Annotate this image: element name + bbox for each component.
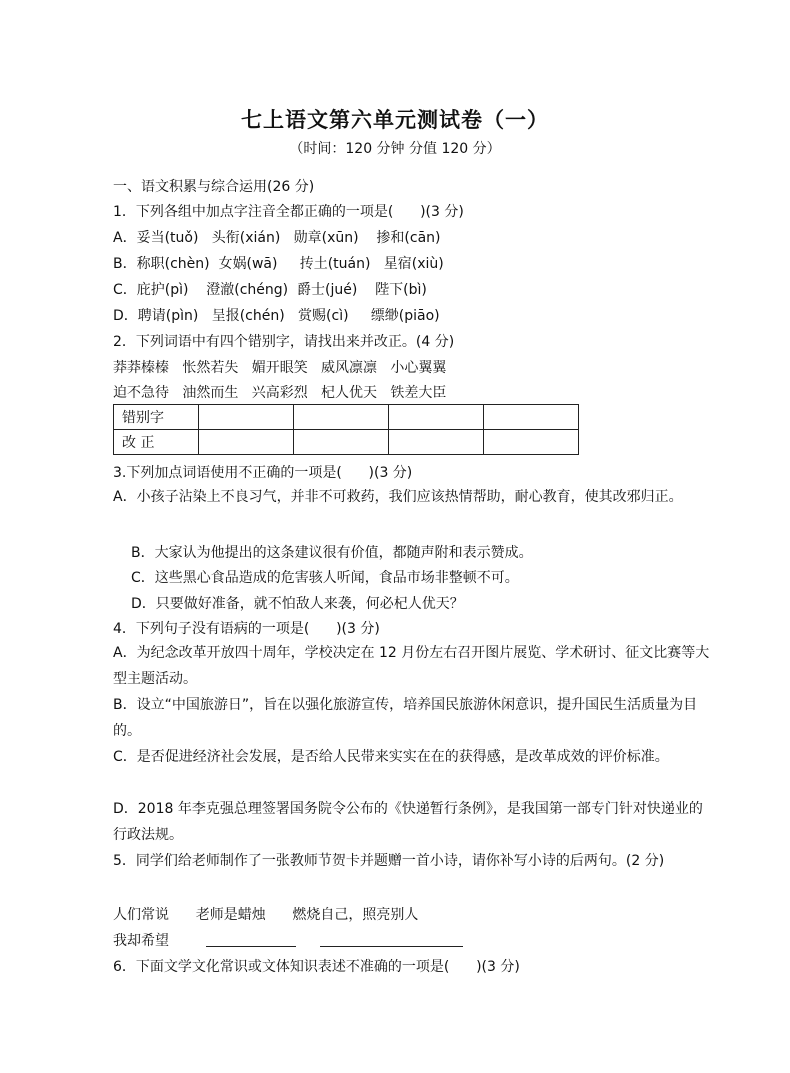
answer-cell[interactable] bbox=[199, 430, 294, 455]
question-5-stem: 5．同学们给老师制作了一张教师节贺卡并题赠一首小诗，请你补写小诗的后两句。(2 分) bbox=[113, 853, 665, 869]
question-2-words-row-1: 莽莽榛榛 怅然若失 媚开眼笑 威风凛凛 小心翼翼 bbox=[113, 360, 447, 376]
question-1-option-c: C．庇护(pì) 澄澈(chéng) 爵士(jué) 陛下(bì) bbox=[113, 282, 427, 298]
question-4-option-d: D．2018 年李克强总理签署国务院令公布的《快递暂行条例》，是我国第一部专门针对快递业的行政法规。 bbox=[113, 801, 703, 843]
answer-cell[interactable] bbox=[294, 430, 389, 455]
wrong-char-label: 错别字 bbox=[114, 405, 199, 430]
question-3-option-a: A．小孩子沾染上不良习气，并非不可救药，我们应该热情帮助，耐心教育，使其改邪归正。 bbox=[113, 489, 683, 505]
question-4-stem: 4．下列句子没有语病的一项是( )(3 分) bbox=[113, 621, 380, 637]
answer-cell[interactable] bbox=[484, 405, 579, 430]
poem-line-1: 人们常说 老师是蜡烛 燃烧自己，照亮别人 bbox=[113, 907, 419, 923]
question-1-option-b: B．称职(chèn) 女娲(wā) 抟土(tuán) 星宿(xiù) bbox=[113, 256, 444, 272]
question-3-option-b: B．大家认为他提出的这条建议很有价值，都随声附和表示赞成。 bbox=[131, 545, 533, 561]
correction-table-row bbox=[114, 430, 579, 455]
answer-cell[interactable] bbox=[294, 405, 389, 430]
question-6-stem: 6．下面文学文化常识或文体知识表述不准确的一项是( )(3 分) bbox=[113, 959, 520, 975]
exam-time-and-score: （时间：120 分钟 分值 120 分） bbox=[289, 141, 501, 157]
question-2-stem: 2．下列词语中有四个错别字，请找出来并改正。(4 分) bbox=[113, 334, 455, 350]
poem-answer-blank-2[interactable] bbox=[320, 946, 463, 947]
poem-line-2: 我却希望 bbox=[113, 933, 169, 949]
question-3-stem: 3.下列加点词语使用不正确的一项是( )(3 分) bbox=[113, 465, 413, 481]
answer-cell[interactable] bbox=[199, 405, 294, 430]
question-4-option-b: B．设立“中国旅游日”，旨在以强化旅游宣传，培养国民旅游休闲意识，提升国民生活质量为目的。 bbox=[113, 697, 698, 739]
correction-label: 改 正 bbox=[114, 430, 199, 455]
correction-table bbox=[113, 404, 579, 455]
question-1-stem: 1．下列各组中加点字注音全都正确的一项是( )(3 分) bbox=[113, 204, 464, 220]
question-4-option-a: A．为纪念改革开放四十周年，学校决定在 12 月份左右召开图片展览、学术研讨、征文比赛等大型主题活动。 bbox=[113, 645, 710, 687]
question-1-option-d: D．聘请(pìn) 呈报(chén) 赏赐(cì) 缥缈(piāo) bbox=[113, 308, 440, 324]
correction-table-row bbox=[114, 405, 579, 430]
section-heading: 一、语文积累与综合运用(26 分) bbox=[113, 179, 315, 195]
question-3-option-d: D．只要做好准备，就不怕敌人来袭，何必杞人优天？ bbox=[131, 596, 464, 612]
poem-answer-blank-1[interactable] bbox=[206, 946, 296, 947]
question-1-option-a: A．妥当(tuǒ) 头衔(xián) 勋章(xūn) 掺和(cān) bbox=[113, 230, 441, 246]
answer-cell[interactable] bbox=[389, 430, 484, 455]
question-2-words-row-2: 迫不急待 油然而生 兴高彩烈 杞人优天 铁差大臣 bbox=[113, 385, 447, 401]
question-3-option-c: C．这些黑心食品造成的危害骇人听闻，食品市场非整顿不可。 bbox=[131, 570, 519, 586]
answer-cell[interactable] bbox=[484, 430, 579, 455]
answer-cell[interactable] bbox=[389, 405, 484, 430]
question-4-option-c: C．是否促进经济社会发展，是否给人民带来实实在在的获得感，是改革成效的评价标准。 bbox=[113, 749, 669, 765]
page-title: 七上语文第六单元测试卷（一） bbox=[241, 107, 549, 132]
